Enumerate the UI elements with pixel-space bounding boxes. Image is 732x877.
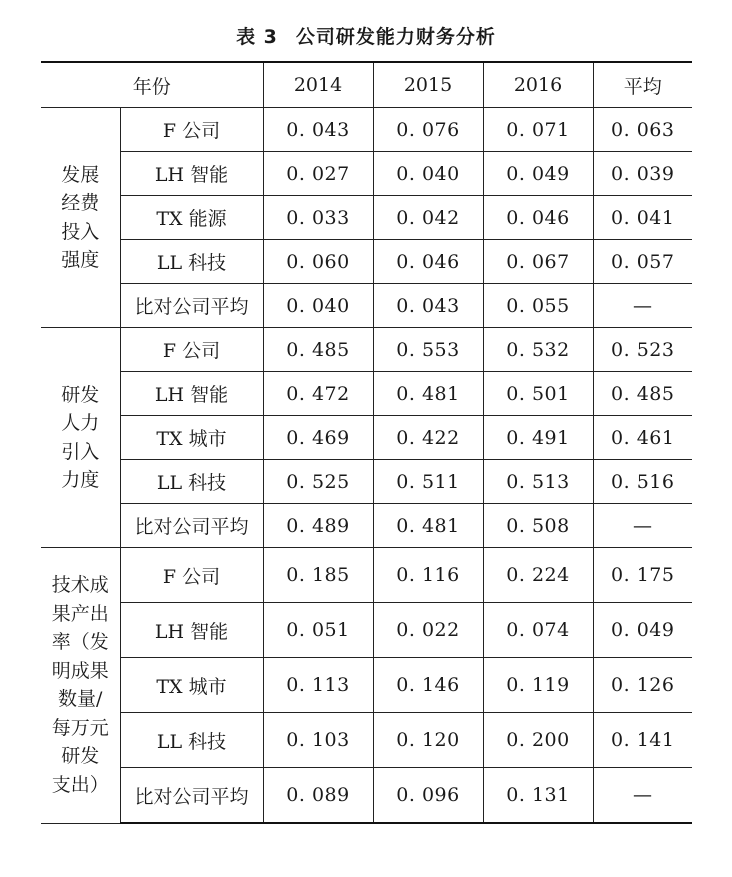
value-cell: 0. 489 bbox=[263, 504, 373, 548]
table-row bbox=[41, 284, 692, 328]
company-name-cell: F 公司 bbox=[120, 328, 263, 372]
average-cell: 0. 039 bbox=[593, 152, 692, 196]
average-cell: 0. 041 bbox=[593, 196, 692, 240]
value-cell: 0. 089 bbox=[263, 768, 373, 824]
table-row bbox=[41, 713, 692, 768]
header-year: 2016 bbox=[483, 62, 593, 108]
average-cell: 0. 461 bbox=[593, 416, 692, 460]
value-cell: 0. 481 bbox=[373, 372, 483, 416]
company-name-cell: F 公司 bbox=[120, 548, 263, 603]
value-cell: 0. 185 bbox=[263, 548, 373, 603]
table-title bbox=[0, 22, 732, 49]
value-cell: 0. 532 bbox=[483, 328, 593, 372]
category-line: 研发 bbox=[61, 383, 100, 406]
value-cell: 0. 040 bbox=[263, 284, 373, 328]
value-cell: 0. 040 bbox=[373, 152, 483, 196]
company-name-cell: 比对公司平均 bbox=[120, 504, 263, 548]
value-cell: 0. 513 bbox=[483, 460, 593, 504]
value-cell: 0. 131 bbox=[483, 768, 593, 824]
table-row bbox=[41, 328, 692, 372]
value-cell: 0. 046 bbox=[373, 240, 483, 284]
company-name-cell: LH 智能 bbox=[120, 152, 263, 196]
category-line: 强度 bbox=[61, 249, 100, 271]
value-cell: 0. 033 bbox=[263, 196, 373, 240]
value-cell: 0. 043 bbox=[263, 108, 373, 152]
value-cell: 0. 472 bbox=[263, 372, 373, 416]
average-cell: 0. 126 bbox=[593, 658, 692, 713]
company-name-cell: LL 科技 bbox=[120, 713, 263, 768]
value-cell: 0. 096 bbox=[373, 768, 483, 824]
category-tech-output-rate bbox=[41, 548, 120, 824]
value-cell: 0. 051 bbox=[263, 603, 373, 658]
category-line: 引入 bbox=[61, 440, 100, 463]
table-row bbox=[41, 240, 692, 284]
table-row bbox=[41, 152, 692, 196]
category-line: 力度 bbox=[61, 469, 100, 491]
average-cell: — bbox=[593, 504, 692, 548]
value-cell: 0. 525 bbox=[263, 460, 373, 504]
header-year: 2015 bbox=[373, 62, 483, 108]
value-cell: 0. 022 bbox=[373, 603, 483, 658]
value-cell: 0. 076 bbox=[373, 108, 483, 152]
value-cell: 0. 049 bbox=[483, 152, 593, 196]
average-cell: 0. 516 bbox=[593, 460, 692, 504]
value-cell: 0. 071 bbox=[483, 108, 593, 152]
value-cell: 0. 027 bbox=[263, 152, 373, 196]
finance-table bbox=[41, 61, 692, 824]
value-cell: 0. 481 bbox=[373, 504, 483, 548]
table-title-text: 公司研发能力财务分析 bbox=[295, 26, 496, 48]
company-name-cell: TX 城市 bbox=[120, 416, 263, 460]
category-line: 数量/ bbox=[58, 688, 103, 711]
average-cell: 0. 141 bbox=[593, 713, 692, 768]
company-name-cell: TX 能源 bbox=[120, 196, 263, 240]
header-year-label: 年份 bbox=[41, 62, 263, 108]
value-cell: 0. 469 bbox=[263, 416, 373, 460]
average-cell: 0. 175 bbox=[593, 548, 692, 603]
value-cell: 0. 060 bbox=[263, 240, 373, 284]
category-line: 人力 bbox=[61, 412, 100, 434]
value-cell: 0. 422 bbox=[373, 416, 483, 460]
category-rd-funding-intensity bbox=[41, 108, 120, 328]
table-row bbox=[41, 108, 692, 152]
company-name-cell: 比对公司平均 bbox=[120, 284, 263, 328]
value-cell: 0. 067 bbox=[483, 240, 593, 284]
value-cell: 0. 043 bbox=[373, 284, 483, 328]
table-row bbox=[41, 658, 692, 713]
average-cell: 0. 523 bbox=[593, 328, 692, 372]
value-cell: 0. 042 bbox=[373, 196, 483, 240]
table-row bbox=[41, 504, 692, 548]
table-row bbox=[41, 196, 692, 240]
table-row bbox=[41, 548, 692, 603]
value-cell: 0. 103 bbox=[263, 713, 373, 768]
category-line: 果产出 bbox=[51, 602, 109, 625]
value-cell: 0. 120 bbox=[373, 713, 483, 768]
company-name-cell: LL 科技 bbox=[120, 240, 263, 284]
value-cell: 0. 046 bbox=[483, 196, 593, 240]
category-line: 明成果 bbox=[51, 659, 109, 682]
value-cell: 0. 074 bbox=[483, 603, 593, 658]
value-cell: 0. 113 bbox=[263, 658, 373, 713]
table-row bbox=[41, 768, 692, 824]
value-cell: 0. 501 bbox=[483, 372, 593, 416]
average-cell: 0. 485 bbox=[593, 372, 692, 416]
header-row bbox=[41, 62, 692, 108]
value-cell: 0. 200 bbox=[483, 713, 593, 768]
category-line: 发展 bbox=[61, 163, 100, 186]
value-cell: 0. 146 bbox=[373, 658, 483, 713]
average-cell: — bbox=[593, 284, 692, 328]
category-line: 投入 bbox=[61, 220, 100, 243]
company-name-cell: 比对公司平均 bbox=[120, 768, 263, 824]
header-year: 2014 bbox=[263, 62, 373, 108]
value-cell: 0. 055 bbox=[483, 284, 593, 328]
category-rd-staff-intensity bbox=[41, 328, 120, 548]
value-cell: 0. 119 bbox=[483, 658, 593, 713]
category-line: 技术成 bbox=[51, 574, 109, 597]
category-line: 支出） bbox=[51, 773, 109, 796]
average-cell: 0. 057 bbox=[593, 240, 692, 284]
category-line: 经费 bbox=[61, 192, 100, 214]
table-row bbox=[41, 603, 692, 658]
company-name-cell: LL 科技 bbox=[120, 460, 263, 504]
company-name-cell: LH 智能 bbox=[120, 603, 263, 658]
table-row bbox=[41, 372, 692, 416]
value-cell: 0. 511 bbox=[373, 460, 483, 504]
average-cell: 0. 063 bbox=[593, 108, 692, 152]
company-name-cell: LH 智能 bbox=[120, 372, 263, 416]
average-cell: 0. 049 bbox=[593, 603, 692, 658]
finance-table-body bbox=[41, 62, 692, 823]
value-cell: 0. 224 bbox=[483, 548, 593, 603]
value-cell: 0. 491 bbox=[483, 416, 593, 460]
value-cell: 0. 485 bbox=[263, 328, 373, 372]
header-average: 平均 bbox=[593, 62, 692, 108]
value-cell: 0. 116 bbox=[373, 548, 483, 603]
company-name-cell: F 公司 bbox=[120, 108, 263, 152]
company-name-cell: TX 城市 bbox=[120, 658, 263, 713]
value-cell: 0. 553 bbox=[373, 328, 483, 372]
average-cell: — bbox=[593, 768, 692, 824]
category-line: 每万元 bbox=[51, 716, 109, 739]
table-row bbox=[41, 416, 692, 460]
table-number: 表 3 bbox=[236, 26, 278, 48]
table-row bbox=[41, 460, 692, 504]
category-line: 研发 bbox=[61, 745, 100, 768]
value-cell: 0. 508 bbox=[483, 504, 593, 548]
category-line: 率（发 bbox=[51, 631, 109, 654]
